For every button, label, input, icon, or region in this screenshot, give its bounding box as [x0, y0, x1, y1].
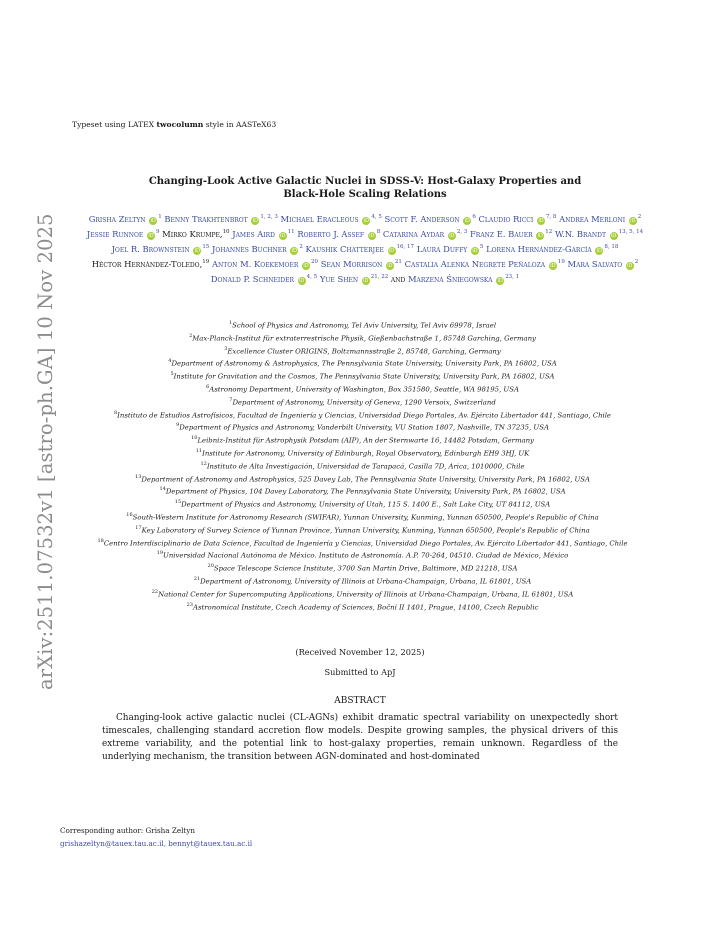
arxiv-identifier: arXiv:2511.07532v1 [astro-ph.GA] 10 Nov 2025: [34, 213, 57, 690]
orcid-icon[interactable]: iD: [148, 232, 154, 239]
author-affiliation-marks: 9: [155, 229, 160, 235]
author-name[interactable]: [417, 244, 484, 254]
author-affiliation-marks: 21, 22: [370, 274, 389, 280]
affiliation-text: Instituto de Alta Investigación, Universidad de Tarapacá, Casilla 7D, Arica, 1010000, Chile: [206, 462, 525, 471]
affiliation-text: Astronomical Institute, Czech Academy of Sciences, Boční II 1401, Prague, 14100, Czech Republic: [192, 602, 539, 611]
affiliation: [55, 382, 670, 395]
affiliation: [55, 420, 670, 433]
affiliation-text: Astronomy Department, University of Washington, Box 351580, Seattle, WA 98195, USA: [209, 385, 519, 394]
affiliation: [55, 344, 670, 357]
author-name-text: Kaushik Chatterjee: [305, 243, 384, 254]
author-name-text: W.N. Brandt: [554, 228, 606, 239]
affiliation-text: Department of Physics and Astronomy, University of Utah, 115 S. 1400 E., Salt Lake City, UT 84112, USA: [181, 500, 551, 509]
author-name[interactable]: [297, 229, 380, 239]
author-affiliation-marks: 2: [634, 259, 639, 265]
affiliation-text: Space Telescope Science Institute, 3700 San Martin Drive, Baltimore, MD 21218, USA: [213, 564, 518, 573]
affiliation: [55, 356, 670, 369]
author-name[interactable]: [559, 214, 641, 224]
affiliation: [55, 484, 670, 497]
author-name[interactable]: [112, 244, 210, 254]
author-name-text: Andrea Merloni: [559, 213, 626, 224]
author-name[interactable]: [383, 229, 467, 239]
author-affiliation-marks: 1: [158, 214, 162, 220]
affiliation-text: National Center for Supercomputing Applications, University of Illinois at Urbana-Champaign, Urbana, IL 61801, USA: [158, 590, 574, 599]
affiliation-number: 19: [156, 550, 164, 557]
author-name[interactable]: [405, 259, 565, 269]
author-affiliation-marks: 2: [299, 244, 303, 250]
author-name[interactable]: [470, 229, 552, 239]
affiliation: [55, 433, 670, 446]
orcid-icon[interactable]: iD: [280, 232, 286, 239]
orcid-icon[interactable]: iD: [538, 217, 544, 224]
affiliation: [55, 600, 670, 613]
author-name-text: Yue Shen: [319, 273, 359, 284]
affiliation-text: Department of Astronomy & Astrophysics, The Pennsylvania State University, University Park, PA 16802, USA: [171, 359, 557, 368]
author-name[interactable]: [385, 214, 476, 224]
orcid-icon[interactable]: iD: [472, 247, 478, 254]
corresponding-label: Corresponding author: Grisha Zeltyn: [60, 826, 196, 835]
orcid-icon[interactable]: iD: [363, 217, 369, 224]
author-name[interactable]: [281, 214, 382, 224]
orcid-icon[interactable]: iD: [194, 247, 200, 254]
affiliation: [55, 536, 670, 549]
orcid-icon[interactable]: iD: [150, 217, 156, 224]
affiliation-number: 6: [206, 383, 210, 390]
author-name[interactable]: [162, 229, 229, 239]
affiliation-number: 10: [191, 435, 198, 442]
author-name-text: Lorena Hernández-García: [486, 243, 592, 254]
affiliation-text: Department of Astronomy, University of Illinois at Urbana-Champaign, Urbana, IL 61801, USA: [200, 577, 532, 586]
affiliation-list: [55, 318, 670, 612]
orcid-icon[interactable]: iD: [611, 232, 617, 239]
affiliation-text: Department of Physics and Astronomy, Vanderbilt University, VU Station 1807, Nashville, TN 37235, USA: [179, 423, 549, 432]
author-name-text: Franz E. Bauer: [469, 228, 533, 239]
author-name[interactable]: [568, 259, 639, 269]
affiliation: [55, 561, 670, 574]
author-affiliation-marks: 10: [222, 229, 230, 235]
affiliation-text: Excellence Cluster ORIGINS, Boltzmannsstraße 2, 85748, Garching, Germany: [227, 346, 501, 355]
author-affiliation-marks: 4, 5: [306, 274, 318, 280]
affiliation-text: Institute for Gravitation and the Cosmos, The Pennsylvania State University, University Park, PA 16802, USA: [173, 372, 555, 381]
author-name-text: Héctor Hernández-Toledo,: [91, 258, 203, 269]
affiliation-text: South-Western Institute for Astronomy Research (SWIFAR), Yunnan University, Kunming, Yunnan 650500, People's Republic of China: [132, 513, 599, 522]
author-affiliation-marks: 6: [472, 214, 476, 220]
author-affiliation-marks: 5: [479, 244, 484, 250]
author-name[interactable]: [89, 214, 162, 224]
author-list: [55, 211, 675, 286]
author-affiliation-marks: 19: [202, 259, 210, 265]
orcid-icon[interactable]: iD: [291, 247, 297, 254]
submitted-journal: Submitted to ApJ: [324, 667, 396, 677]
affiliation-number: 5: [170, 371, 174, 378]
affiliation-text: School of Physics and Astronomy, Tel Aviv University, Tel Aviv 69978, Israel: [232, 321, 497, 330]
affiliation: [55, 472, 670, 485]
author-name[interactable]: [306, 244, 415, 254]
affiliation-text: Universidad Nacional Autónoma de México. Instituto de Astronomía. A.P. 70-264, 04510. Ciudad de México, México: [163, 551, 569, 560]
author-name[interactable]: [212, 244, 303, 254]
affiliation-number: 23: [186, 601, 193, 608]
author-affiliation-marks: 13, 5, 14: [618, 229, 644, 235]
typeset-style: twocolumn: [156, 120, 204, 129]
orcid-icon[interactable]: iD: [388, 247, 395, 254]
author-name-text: Mirko Krumpe,: [162, 228, 223, 239]
affiliation: [55, 548, 670, 561]
corresponding-author: [60, 824, 252, 850]
title-line-1: Changing-Look Active Galactic Nuclei in SDSS-V: Host-Galaxy Properties and: [148, 176, 582, 187]
author-affiliation-marks: 19: [557, 259, 565, 265]
affiliation-text: Leibniz-Institut für Astrophysik Potsdam (AIP), An der Sternwarte 16, 14482 Potsdam, Germany: [197, 436, 534, 445]
author-affiliation-marks: 2: [637, 214, 642, 220]
affiliation-number: 16: [126, 511, 133, 518]
author-connector: and: [390, 273, 408, 284]
author-affiliation-marks: 16, 17: [396, 244, 415, 250]
affiliation-number: 18: [97, 537, 104, 544]
author-name-text: Benny Trakhtenbrot: [164, 213, 248, 224]
author-affiliation-marks: 21: [394, 259, 402, 265]
author-affiliation-marks: 8: [376, 229, 381, 235]
author-name-text: Jessie Runnoe: [86, 228, 144, 239]
affiliation-number: 13: [135, 473, 142, 480]
paper-title: [90, 175, 640, 201]
author-name-text: Grisha Zeltyn: [88, 213, 146, 224]
title-line-2: Black-Hole Scaling Relations: [283, 189, 447, 200]
author-name-text: Joel R. Brownstein: [111, 243, 190, 254]
affiliation: [55, 408, 670, 421]
author-name[interactable]: [211, 274, 317, 284]
author-name[interactable]: [92, 259, 210, 269]
author-affiliation-marks: 20: [311, 259, 319, 265]
orcid-icon[interactable]: iD: [299, 277, 305, 284]
orcid-icon[interactable]: iD: [596, 247, 603, 254]
affiliation: [55, 318, 670, 331]
typeset-prefix: Typeset using: [72, 120, 128, 129]
author-affiliation-marks: 23, 1: [505, 274, 520, 280]
author-name-text: Laura Duffy: [416, 243, 468, 254]
author-name[interactable]: [486, 244, 618, 254]
typeset-note: [72, 120, 276, 129]
orcid-icon[interactable]: iD: [449, 232, 455, 239]
orcid-icon[interactable]: iD: [387, 262, 393, 269]
author-name[interactable]: [212, 259, 318, 269]
abstract-text: Changing-look active galactic nuclei (CL-AGNs) exhibit dramatic spectral variability on unexpectedly short timescales, challenging standard accretion flow models. Despite growing samples, the physical drivers of this extreme variability, and the potential link to host-galaxy properties, remain unknown. Regardless of the underlying mechanism, the transition between AGN-dominated and host-dominated: [102, 713, 618, 763]
affiliation: [55, 446, 670, 459]
author-name-text: Scott F. Anderson: [384, 213, 460, 224]
author-name[interactable]: [321, 259, 402, 269]
affiliation-number: 12: [200, 460, 207, 467]
author-affiliation-marks: 7, 8: [545, 214, 557, 220]
author-name-text: Anton M. Koekemoer: [211, 258, 299, 269]
orcid-icon[interactable]: iD: [464, 217, 470, 224]
affiliation-number: 7: [229, 396, 233, 403]
affiliation-number: 1: [228, 320, 233, 326]
orcid-icon[interactable]: iD: [363, 277, 369, 284]
orcid-icon[interactable]: iD: [550, 262, 556, 269]
author-affiliation-marks: 8, 18: [604, 244, 619, 250]
author-affiliation-marks: 11: [287, 229, 295, 235]
author-name-text: Roberto J. Assef: [297, 228, 365, 239]
affiliation-number: 9: [176, 422, 180, 429]
affiliation-text: Department of Astronomy, University of Geneva, 1290 Versoix, Switzerland: [232, 398, 496, 407]
author-name-text: Johannes Buchner: [211, 243, 287, 254]
affiliation-number: 15: [174, 499, 182, 506]
author-affiliation-marks: 15: [202, 244, 210, 250]
abstract-heading: ABSTRACT: [334, 696, 386, 706]
orcid-icon[interactable]: iD: [537, 232, 543, 239]
author-affiliation-marks: 4, 5: [371, 214, 382, 220]
author-name-text: Michael Eracleous: [280, 213, 359, 224]
author-name-text: Castalia Alenka Negrete Peñaloza: [404, 258, 546, 269]
affiliation-number: 22: [151, 588, 159, 595]
author-affiliation-marks: 2, 3: [456, 229, 468, 235]
orcid-icon[interactable]: iD: [303, 262, 309, 269]
author-name[interactable]: [164, 214, 277, 224]
author-name-text: Sean Morrison: [320, 258, 383, 269]
author-name[interactable]: [87, 229, 160, 239]
affiliation: [55, 574, 670, 587]
arxiv-stamp: [14, 213, 57, 690]
author-affiliation-marks: 1, 2, 3: [260, 214, 278, 220]
affiliation-number: 2: [189, 332, 193, 339]
orcid-icon[interactable]: iD: [630, 217, 636, 224]
latex-logo: LATEX: [127, 120, 155, 129]
affiliation: [55, 523, 670, 536]
affiliation: [55, 369, 670, 382]
author-name[interactable]: [320, 274, 388, 284]
affiliation-text: Instituto de Estudios Astrofísicos, Facultad de Ingeniería y Ciencias, Universidad Diego Portales, Av. Ejército Libertador 441, Santiago, Chile: [117, 410, 612, 419]
author-name[interactable]: [555, 229, 643, 239]
author-name[interactable]: [232, 229, 294, 239]
affiliation: [55, 587, 670, 600]
affiliation-text: Department of Astronomy and Astrophysics, 525 Davey Lab, The Pennsylvania State University, University Park, PA 16802, USA: [141, 474, 590, 483]
affiliation-text: Institute for Astronomy, University of Edinburgh, Royal Observatory, Edinburgh EH9 3HJ, UK: [202, 449, 530, 458]
affiliation-number: 8: [113, 409, 118, 416]
author-name-text: James Aird: [232, 228, 275, 239]
author-name-text: Catarina Aydar: [382, 228, 445, 239]
author-name-text: Mara Salvato: [567, 258, 623, 269]
orcid-icon[interactable]: iD: [369, 232, 375, 239]
affiliation: [55, 331, 670, 344]
affiliation-number: 3: [224, 345, 228, 352]
affiliation-number: 21: [193, 575, 201, 582]
orcid-icon[interactable]: iD: [497, 277, 503, 284]
affiliation: [55, 395, 670, 408]
author-name-text: Donald P. Schneider: [210, 273, 294, 284]
affiliation-text: Centro Interdisciplinario de Data Science, Facultad de Ingeniería y Ciencias, Universidad Diego Portales, Av. Ejército Libertador 441, Santiago, Chile: [103, 538, 628, 547]
author-name[interactable]: [408, 274, 519, 284]
typeset-suffix: style in AASTeX63: [203, 120, 277, 129]
affiliation-number: 20: [207, 563, 214, 570]
author-name-text: Marzena Śniegowska: [407, 273, 493, 284]
received-date: (Received November 12, 2025): [295, 647, 425, 657]
author-name[interactable]: [478, 214, 556, 224]
affiliation: [55, 459, 670, 472]
affiliation-text: Key Laboratory of Survey Science of Yunnan Province, Yunnan University, Kunming, Yunnan 650500, People's Republic of China: [141, 526, 590, 535]
author-affiliation-marks: 12: [545, 229, 553, 235]
affiliation: [55, 497, 670, 510]
affiliation-number: 4: [168, 358, 172, 365]
affiliation-number: 17: [135, 524, 142, 531]
orcid-icon[interactable]: iD: [252, 217, 258, 224]
orcid-icon[interactable]: iD: [627, 262, 633, 269]
corresponding-emails[interactable]: grishazeltyn@tauex.tau.ac.il, bennyt@tauex.tau.ac.il: [60, 839, 253, 848]
affiliation-number: 14: [159, 486, 166, 493]
author-name-text: Claudio Ricci: [478, 213, 534, 224]
affiliation-text: Department of Physics, 104 Davey Laboratory, The Pennsylvania State University, University Park, PA 16802, USA: [165, 487, 566, 496]
affiliation-number: 11: [195, 447, 203, 454]
affiliation-text: Max-Planck-Institut für extraterrestrische Physik, Gießenbachstraße 1, 85748 Garching, Germany: [192, 334, 536, 343]
affiliation: [55, 510, 670, 523]
